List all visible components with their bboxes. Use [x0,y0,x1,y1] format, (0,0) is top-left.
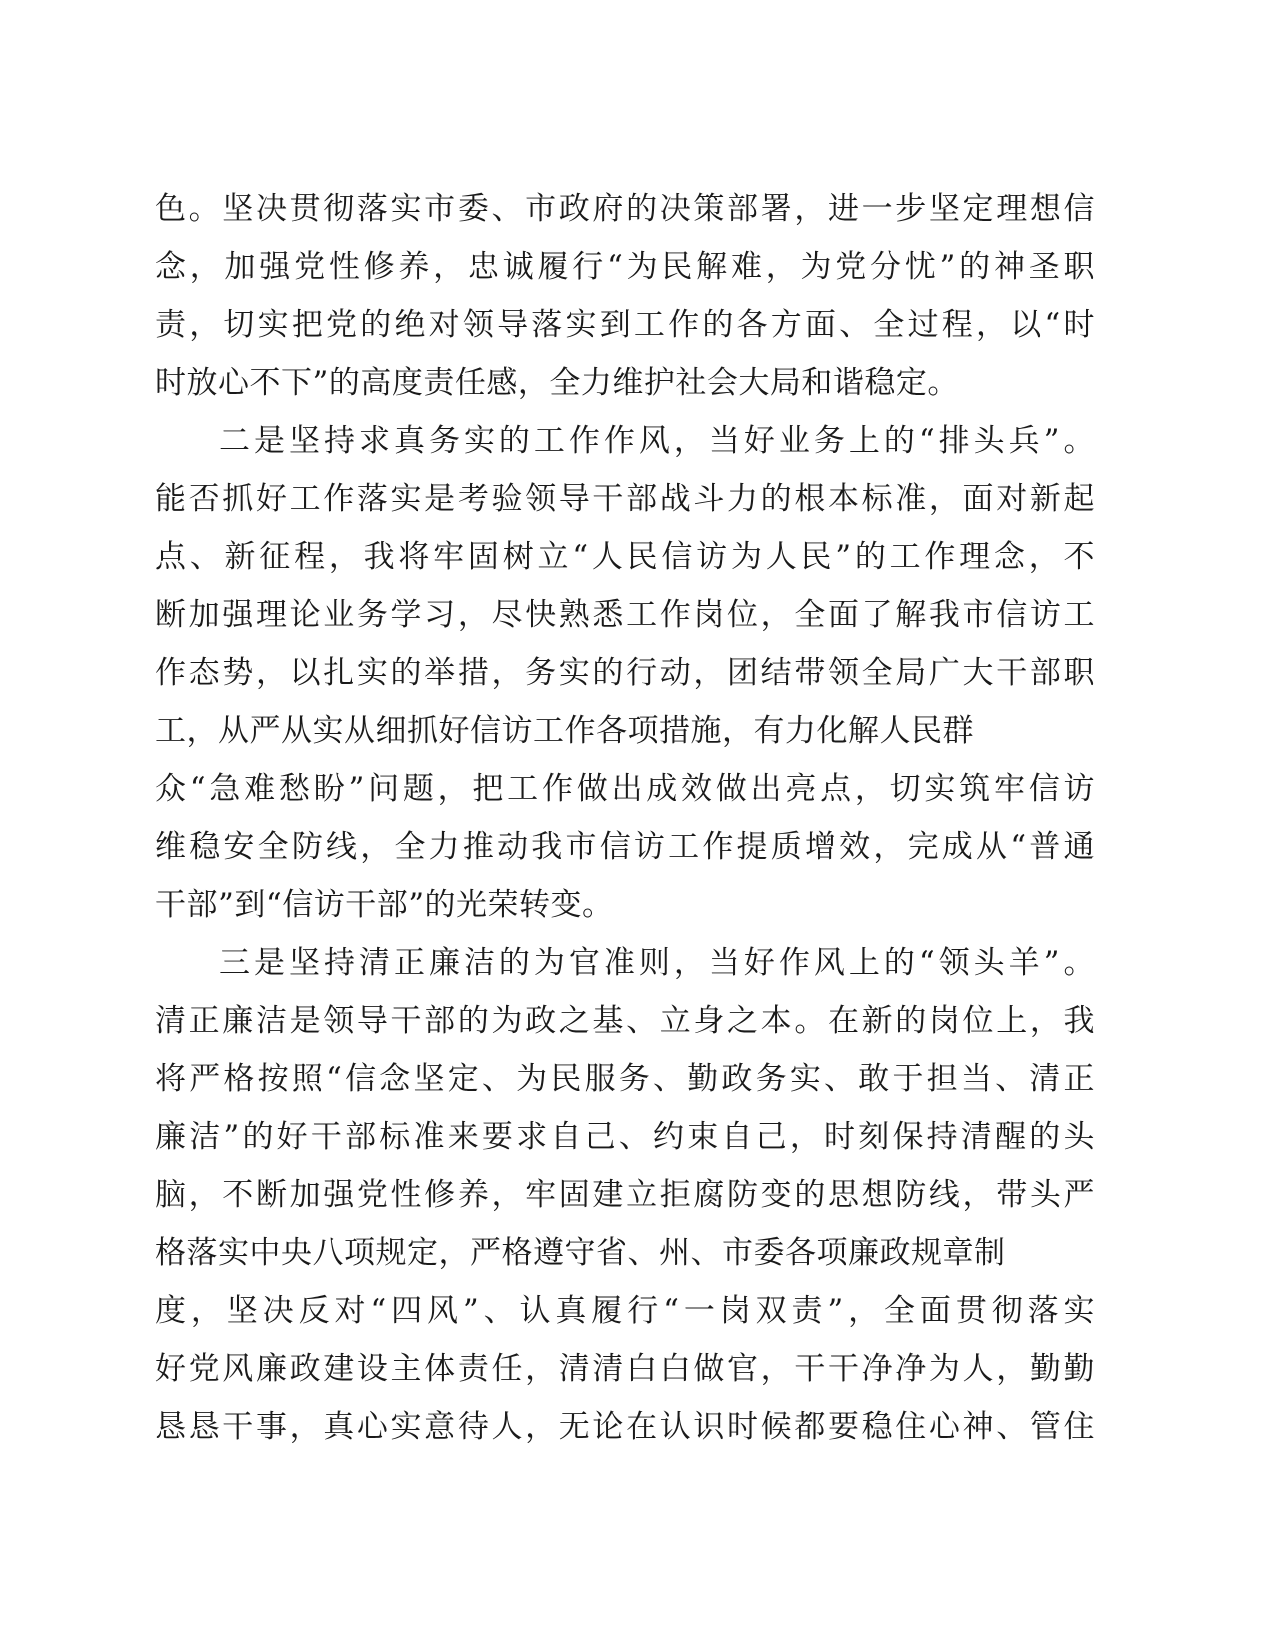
text-line: 清正廉洁是领导干部的为政之基、立身之本。在新的岗位上，我 [155,1003,1095,1039]
text-line: 作态势，以扎实的举措，务实的行动，团结带领全局广大干部职 [155,655,1095,691]
text-line: 脑，不断加强党性修养，牢固建立拒腐防变的思想防线，带头严 [155,1177,1095,1213]
text-line: 能否抓好工作落实是考验领导干部战斗力的根本标准，面对新起 [155,481,1095,517]
text-line: 好党风廉政建设主体责任，清清白白做官，干干净净为人，勤勤 [155,1351,1095,1387]
text-line: 责，切实把党的绝对领导落实到工作的各方面、全过程，以“时 [155,307,1095,343]
text-line: 工，从严从实从细抓好信访工作各项措施，有力化解人民群 [155,713,974,749]
paragraph-heading-line: 二是坚持求真务实的工作作风，当好业务上的“排头兵”。 [219,423,1095,459]
text-line: 点、新征程，我将牢固树立“人民信访为人民”的工作理念，不 [155,539,1095,575]
text-line: 维稳安全防线，全力推动我市信访工作提质增效，完成从“普通 [155,829,1095,865]
body-text [155,180,1095,1456]
text-line: 断加强理论业务学习，尽快熟悉工作岗位，全面了解我市信访工 [155,597,1095,633]
text-line: 念，加强党性修养，忠诚履行“为民解难，为党分忧”的神圣职 [155,249,1095,285]
text-line: 度，坚决反对“四风”、认真履行“一岗双责”，全面贯彻落实 [155,1293,1095,1329]
text-line: 廉洁”的好干部标准来要求自己、约束自己，时刻保持清醒的头 [155,1119,1095,1155]
text-line: 众“急难愁盼”问题，把工作做出成效做出亮点，切实筑牢信访 [155,771,1095,807]
text-line: 色。坚决贯彻落实市委、市政府的决策部署，进一步坚定理想信 [155,191,1095,227]
text-line: 时放心不下”的高度责任感，全力维护社会大局和谐稳定。 [155,365,959,401]
text-line: 恳恳干事，真心实意待人，无论在认识时候都要稳住心神、管住 [155,1409,1095,1445]
text-line: 干部”到“信访干部”的光荣转变。 [155,887,614,923]
text-line: 格落实中央八项规定，严格遵守省、州、市委各项廉政规章制 [155,1235,1006,1271]
paragraph-heading-line: 三是坚持清正廉洁的为官准则，当好作风上的“领头羊”。 [219,945,1095,981]
text-line: 将严格按照“信念坚定、为民服务、勤政务实、敢于担当、清正 [155,1061,1095,1097]
